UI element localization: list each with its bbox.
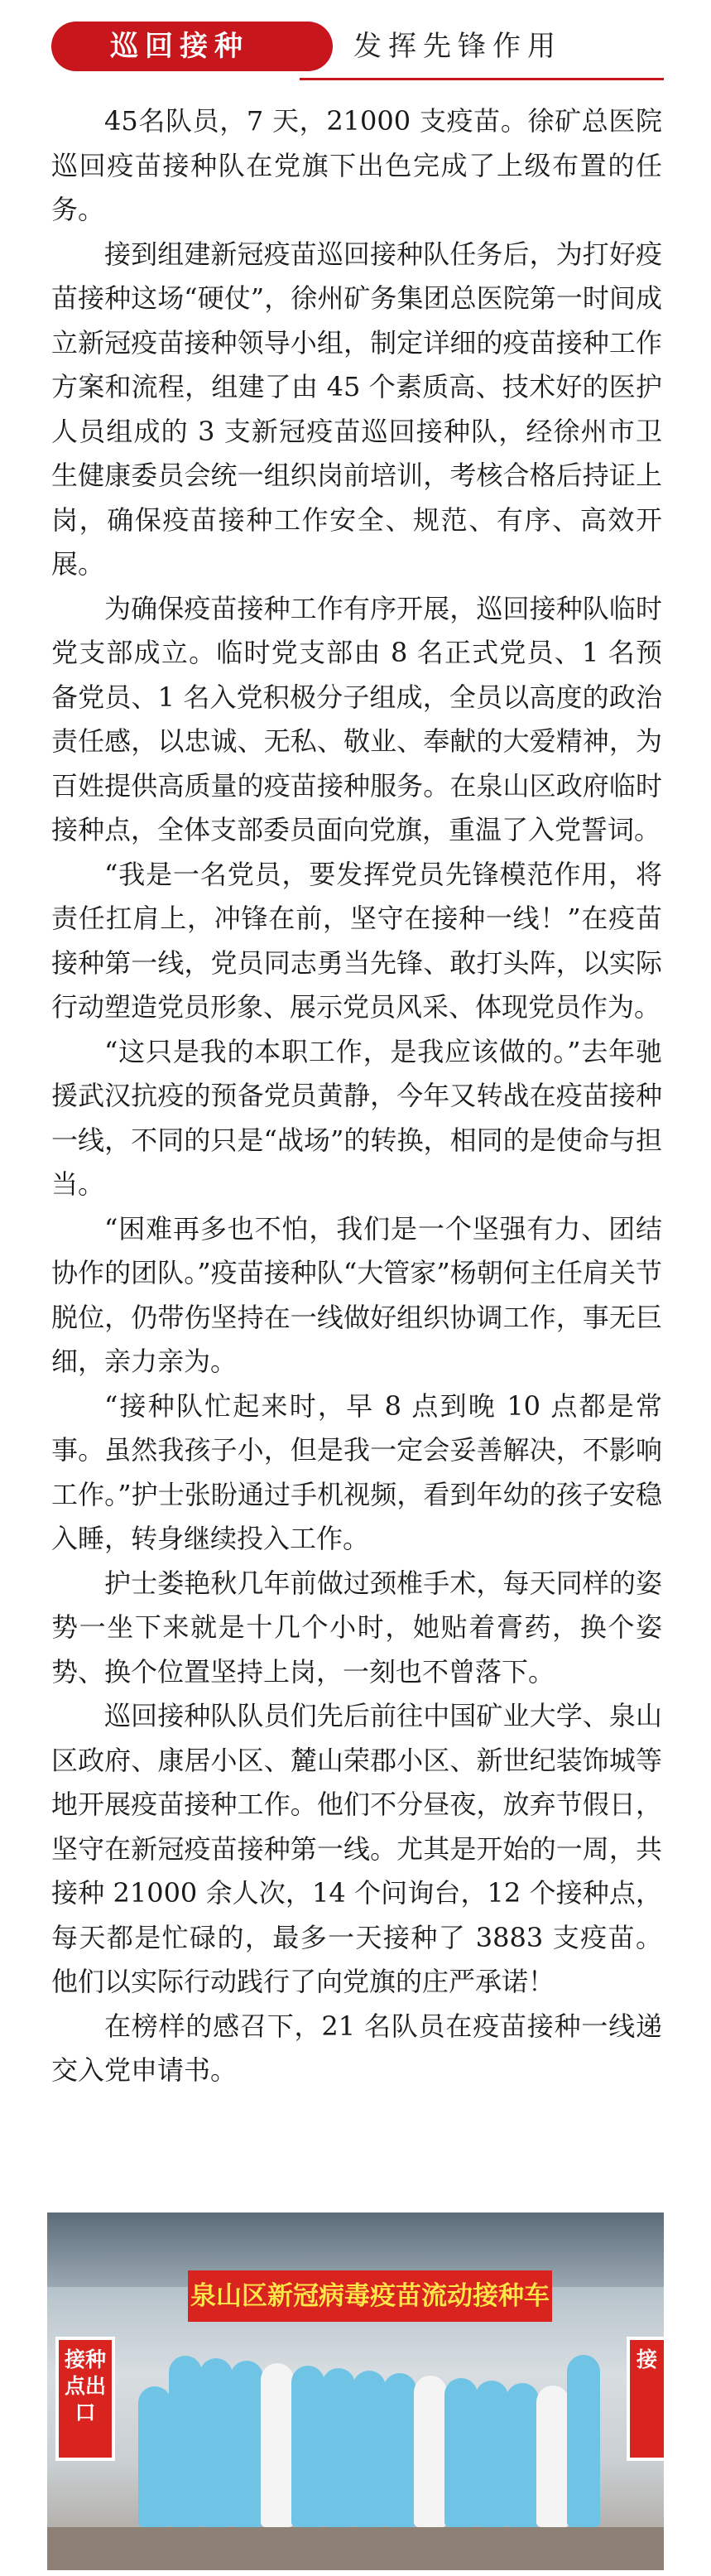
team-member-silhouette <box>138 2386 171 2527</box>
section-label: 巡回接种 <box>51 22 300 71</box>
team-member-silhouette <box>536 2386 569 2527</box>
section-subtitle: 发挥先锋作用 <box>353 30 562 63</box>
team-member-silhouette <box>506 2383 539 2527</box>
team-member-silhouette <box>475 2381 508 2527</box>
paragraph: 45名队员，7 天，21000 支疫苗。徐矿总医院巡回疫苗接种队在党旗下出色完成了上级布置的任务。 <box>51 105 662 225</box>
team-member-silhouette <box>230 2361 263 2527</box>
team-photo <box>47 2212 664 2570</box>
paragraph: 接到组建新冠疫苗巡回接种队任务后，为打好疫苗接种这场“硬仗”，徐州矿务集团总医院第一时间成立新冠疫苗接种领导小组，制定详细的疫苗接种工作方案和流程，组建了由 45 个素质高、技术好的医护人员组成的 3 支新冠疫苗巡回接种队，经徐州市卫生健康委员会统一组织岗前培训，考核合格后持证上岗，确保疫苗接种工作安全、规范、有序、高效开展。 <box>51 238 662 580</box>
paragraph: 为确保疫苗接种工作有序开展，巡回接种队临时党支部成立。临时党支部由 8 名正式党员、1 名预备党员、1 名入党积极分子组成，全员以高度的政治责任感，以忠诚、无私、敬业、奉献的大爱精神，为百姓提供高质量的疫苗接种服务。在泉山区政府临时接种点，全体支部委员面向党旗，重温了入党誓词。 <box>51 592 662 845</box>
team-member-silhouette <box>169 2356 202 2527</box>
exit-sign <box>55 2337 115 2461</box>
paragraph: 巡回接种队队员们先后前往中国矿业大学、泉山区政府、康居小区、麓山荣郡小区、新世纪装饰城等地开展疫苗接种工作。他们不分昼夜，放弃节假日，坚守在新冠疫苗接种第一线。尤其是开始的一周，共接种 21000 余人次，14 个问询台，12 个接种点，每天都是忙碌的，最多一天接种了 3883 支疫苗。他们以实际行动践行了向党旗的庄严承诺！ <box>51 1700 662 1997</box>
paragraph: 在榜样的感召下，21 名队员在疫苗接种一线递交入党申请书。 <box>51 2010 662 2086</box>
team-member-silhouette <box>199 2358 233 2527</box>
team-member-silhouette <box>261 2363 294 2527</box>
medical-team-group <box>138 2337 618 2527</box>
team-member-silhouette <box>322 2368 355 2527</box>
header-underline <box>300 78 664 80</box>
paragraph: “我是一名党员，要发挥党员先锋模范作用，将责任扛肩上，冲锋在前，坚守在接种一线！”在疫苗接种第一线，党员同志勇当先锋、敢打头阵，以实际行动塑造党员形象、展示党员风采、体现党员作为。 <box>51 858 662 1023</box>
team-member-silhouette <box>383 2373 416 2527</box>
paragraph: “这只是我的本职工作，是我应该做的。”去年驰援武汉抗疫的预备党员黄静，今年又转战在疫苗接种一线，不同的只是“战场”的转换，相同的是使命与担当。 <box>51 1035 662 1200</box>
team-member-silhouette <box>291 2366 324 2527</box>
exit-sign-text: 接种点出口 <box>64 2347 106 2424</box>
vaccination-banner: 泉山区新冠病毒疫苗流动接种车 <box>188 2270 552 2322</box>
paragraph: “困难再多也不怕，我们是一个坚强有力、团结协作的团队。”疫苗接种队“大管家”杨朝何主任肩关节脱位，仍带伤坚持在一线做好组织协调工作，事无巨细，亲力亲为。 <box>51 1212 662 1377</box>
team-member-silhouette <box>414 2376 447 2527</box>
ground <box>47 2527 664 2570</box>
section-label-tail <box>300 22 333 71</box>
article-body <box>51 99 662 2093</box>
paragraph: “接种队忙起来时，早 8 点到晚 10 点都是常事。虽然我孩子小，但是我一定会妥善解决，不影响工作。”护士张盼通过手机视频，看到年幼的孩子安稳入睡，转身继续投入工作。 <box>51 1389 662 1554</box>
paragraph: 护士娄艳秋几年前做过颈椎手术，每天同样的姿势一坐下来就是十几个小时，她贴着膏药，换个姿势、换个位置坚持上岗，一刻也不曾落下。 <box>51 1567 662 1688</box>
team-member-silhouette <box>353 2371 386 2527</box>
right-sign: 接 <box>627 2337 664 2461</box>
team-member-silhouette <box>444 2378 478 2527</box>
team-member-silhouette <box>567 2355 600 2527</box>
section-header <box>51 13 664 79</box>
